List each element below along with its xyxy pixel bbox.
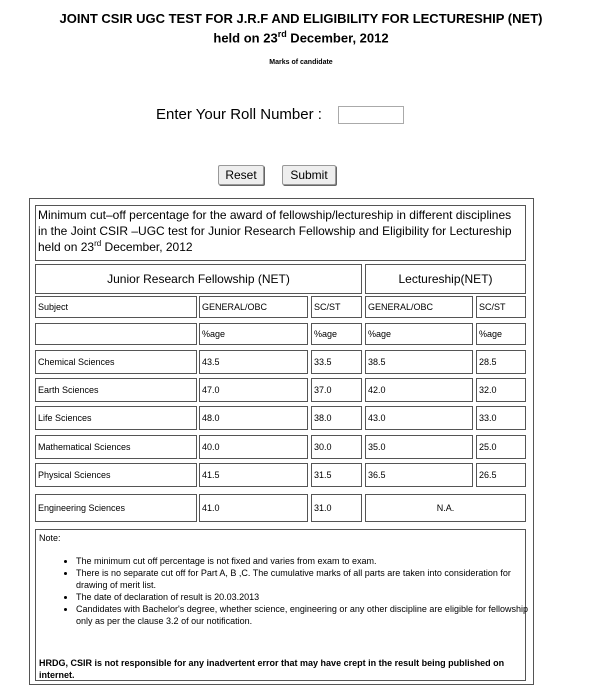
lect-scst-value: 32.0 [476,378,526,402]
lect-scst-value: 33.0 [476,406,526,430]
jrf-general-value: 48.0 [199,406,308,430]
roll-number-label: Enter Your Roll Number : [156,106,322,123]
lect-scst-value: 25.0 [476,435,526,459]
roll-number-input[interactable] [338,106,404,124]
lect-not-applicable: N.A. [365,494,526,522]
subject-cell: Earth Sciences [35,378,197,402]
note-title: Note: [39,533,61,543]
lect-general-value: 43.0 [365,406,473,430]
subject-cell: Mathematical Sciences [35,435,197,459]
col-lect-scst-header: SC/ST [476,296,526,318]
subject-cell: Physical Sciences [35,463,197,487]
notice-text-end: December, 2012 [101,240,193,254]
jrf-scst-value: 30.0 [311,435,362,459]
jrf-scst-value: 33.5 [311,350,362,374]
subject-cell: Chemical Sciences [35,350,197,374]
jrf-scst-value: 31.0 [311,494,362,522]
jrf-scst-value: 31.5 [311,463,362,487]
jrf-general-value: 43.5 [199,350,308,374]
notes-list [64,555,531,627]
col-jrf-scst-header: SC/ST [311,296,362,318]
col-jrf-general-header: GENERAL/OBC [199,296,308,318]
jrf-general-value: 41.5 [199,463,308,487]
jrf-general-value: 41.0 [199,494,308,522]
notice-text: Minimum cut–off percentage for the award of fellowship/lectureship in different disciplines in the Joint CSIR –UGC test for Junior Research Fellowship and Eligibility for Lectureship held on 23 [38,208,512,254]
date-superscript: rd [277,29,287,39]
date-suffix: December, 2012 [286,30,389,46]
lect-general-value: 36.5 [365,463,473,487]
notice-superscript: rd [94,239,102,248]
note-item: • There is no separate cut off for Part A, B ,C. The cumulative marks of all parts are taken into consideration for drawing of merit list. [76,567,531,591]
jrf-scst-value: 38.0 [311,406,362,430]
note-item: • Candidates with Bachelor's degree, whether science, engineering or any other discipline are eligible for fellowship only as per the clause 3.2 of our notification. [76,603,531,627]
submit-button[interactable]: Submit [282,165,336,185]
notes-box [35,529,526,681]
pct-row-subject [35,323,197,345]
col-lect-general-header: GENERAL/OBC [365,296,473,318]
disclaimer: HRDG, CSIR is not responsible for any inadvertent error that may have crept in the result being published on internet. [39,658,505,680]
jrf-scst-value: 37.0 [311,378,362,402]
subject-cell: Life Sciences [35,406,197,430]
page-title: JOINT CSIR UGC TEST FOR J.R.F AND ELIGIBILITY FOR LECTURESHIP (NET) [59,11,543,26]
marks-caption: Marks of candidate [269,59,333,66]
jrf-general-value: 40.0 [199,435,308,459]
subject-cell: Engineering Sciences [35,494,197,522]
col-subject-header: Subject [35,296,197,318]
lectureship-header: Lectureship(NET) [365,264,526,294]
pct-label: %age [365,323,473,345]
reset-button[interactable]: Reset [218,165,264,185]
lect-general-value: 42.0 [365,378,473,402]
pct-label: %age [199,323,308,345]
date-prefix: held on 23 [213,30,278,46]
note-item: • The minimum cut off percentage is not fixed and varies from exam to exam. [76,555,531,567]
pct-label: %age [311,323,362,345]
lect-general-value: 38.5 [365,350,473,374]
pct-label: %age [476,323,526,345]
lect-general-value: 35.0 [365,435,473,459]
lect-scst-value: 26.5 [476,463,526,487]
jrf-general-value: 47.0 [199,378,308,402]
lect-scst-value: 28.5 [476,350,526,374]
note-item: • The date of declaration of result is 20.03.2013 [76,591,531,603]
page-subtitle-date [0,29,602,45]
cutoff-notice [35,205,526,261]
jrf-header: Junior Research Fellowship (NET) [35,264,362,294]
